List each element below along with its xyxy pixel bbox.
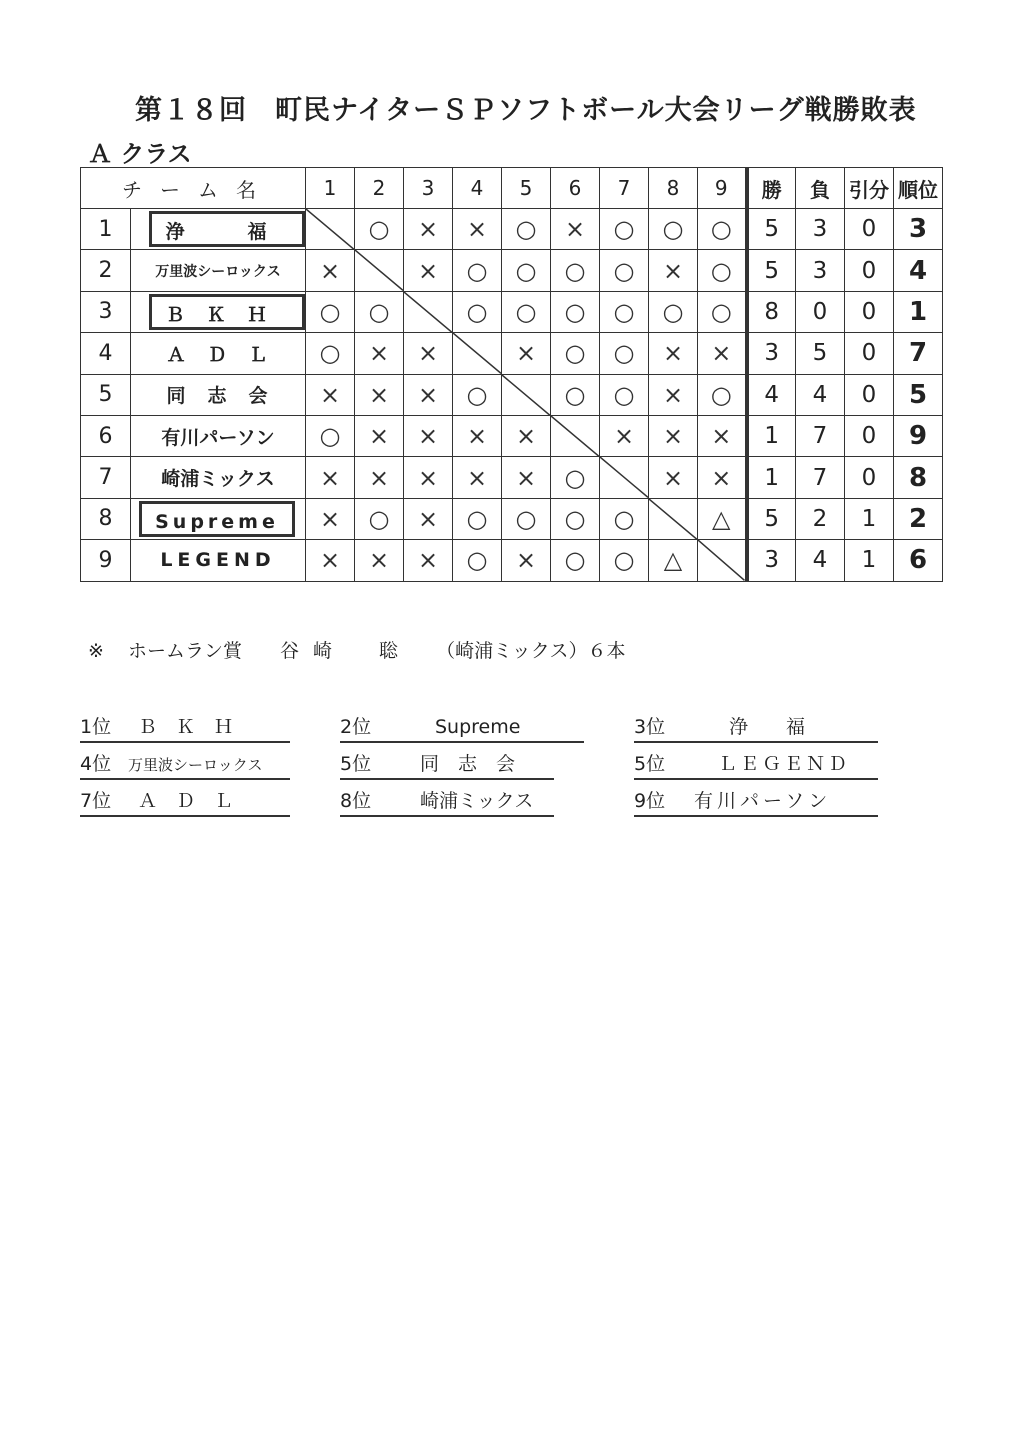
match-result: ○ <box>453 250 502 291</box>
header-win: 勝 <box>747 168 796 209</box>
match-result: × <box>306 540 355 581</box>
match-result: × <box>355 415 404 456</box>
page-title: 第１８回 町民ナイターＳＰソフトボール大会リーグ戦勝敗表 <box>135 95 917 126</box>
header-loss: 負 <box>796 168 845 209</box>
self-match-diagonal <box>404 291 453 332</box>
final-team: Ａ Ｄ Ｌ <box>138 790 234 812</box>
match-result: × <box>502 415 551 456</box>
match-result: ○ <box>649 291 698 332</box>
match-result: ○ <box>355 498 404 539</box>
header-col-6: 6 <box>551 168 600 209</box>
team-name-cell: 有川パーソン <box>131 415 306 456</box>
team-name-cell <box>131 209 306 250</box>
match-result: × <box>698 457 747 498</box>
match-result: × <box>649 374 698 415</box>
header-team-name: チーム名 <box>81 168 306 209</box>
table-row <box>81 209 943 250</box>
team-number: 6 <box>81 415 131 456</box>
final-pos: 3位 <box>634 716 666 738</box>
match-result: × <box>306 374 355 415</box>
header-draw: 引分 <box>845 168 894 209</box>
note-player: 谷崎 聡 <box>280 640 413 662</box>
match-result: × <box>600 415 649 456</box>
wins-cell: 4 <box>747 374 796 415</box>
draws-cell: 0 <box>845 333 894 374</box>
rank-cell: 6 <box>894 540 943 581</box>
final-standing-9 <box>634 786 878 817</box>
match-result: ○ <box>502 209 551 250</box>
wins-cell: 1 <box>747 457 796 498</box>
team-number: 7 <box>81 457 131 498</box>
team-number: 2 <box>81 250 131 291</box>
match-result: × <box>502 540 551 581</box>
match-result: ○ <box>551 498 600 539</box>
diagonal-line <box>502 375 550 415</box>
match-result: ○ <box>306 415 355 456</box>
table-row <box>81 540 943 581</box>
match-result: × <box>404 457 453 498</box>
team-name-cell: ＡＤＬ <box>131 333 306 374</box>
match-result: ○ <box>306 333 355 374</box>
match-result: × <box>404 498 453 539</box>
final-standing-8 <box>340 786 554 817</box>
team-number: 1 <box>81 209 131 250</box>
table-row <box>81 291 943 332</box>
team-number: 8 <box>81 498 131 539</box>
rank-cell: 3 <box>894 209 943 250</box>
rank-cell: 7 <box>894 333 943 374</box>
match-result: × <box>306 250 355 291</box>
match-result: × <box>404 209 453 250</box>
final-team: ＬＥＧＥＮＤ <box>718 753 851 775</box>
draws-cell: 1 <box>845 498 894 539</box>
final-standing-6 <box>634 749 878 780</box>
self-match-diagonal <box>355 250 404 291</box>
match-result: ○ <box>600 209 649 250</box>
final-standing-4 <box>80 749 290 780</box>
losses-cell: 3 <box>796 209 845 250</box>
team-number: 9 <box>81 540 131 581</box>
match-result: ○ <box>551 457 600 498</box>
match-result: × <box>404 250 453 291</box>
diagonal-line <box>649 499 697 539</box>
self-match-diagonal <box>600 457 649 498</box>
header-col-4: 4 <box>453 168 502 209</box>
final-team: Supreme <box>435 716 521 738</box>
header-col-9: 9 <box>698 168 747 209</box>
final-team: 浄 福 <box>729 716 806 738</box>
match-result: ○ <box>551 540 600 581</box>
team-name-cell: 万里波シーロックス <box>131 250 306 291</box>
match-result: ○ <box>453 498 502 539</box>
losses-cell: 5 <box>796 333 845 374</box>
match-result: ○ <box>600 291 649 332</box>
diagonal-line <box>453 333 501 373</box>
match-result: × <box>404 333 453 374</box>
league-table-wrap <box>80 167 943 582</box>
match-result: ○ <box>355 291 404 332</box>
match-result: × <box>355 374 404 415</box>
match-result: × <box>698 333 747 374</box>
header-col-3: 3 <box>404 168 453 209</box>
wins-cell: 5 <box>747 250 796 291</box>
self-match-diagonal <box>502 374 551 415</box>
wins-cell: 3 <box>747 540 796 581</box>
match-result: × <box>649 250 698 291</box>
team-number: 4 <box>81 333 131 374</box>
league-table <box>80 167 943 582</box>
match-result: × <box>355 457 404 498</box>
match-result: △ <box>698 498 747 539</box>
match-result: × <box>306 457 355 498</box>
match-result: × <box>355 540 404 581</box>
match-result: × <box>551 209 600 250</box>
diagonal-line <box>404 292 452 332</box>
match-result: × <box>404 415 453 456</box>
losses-cell: 4 <box>796 374 845 415</box>
final-standing-7 <box>80 786 290 817</box>
header-col-7: 7 <box>600 168 649 209</box>
note-detail: （崎浦ミックス）６本 <box>436 640 626 662</box>
diagonal-line <box>698 540 745 580</box>
team-name: Supreme <box>139 501 295 537</box>
wins-cell: 3 <box>747 333 796 374</box>
match-result: ○ <box>600 333 649 374</box>
match-result: ○ <box>551 291 600 332</box>
match-result: × <box>698 415 747 456</box>
match-result: ○ <box>306 291 355 332</box>
table-row <box>81 457 943 498</box>
header-col-2: 2 <box>355 168 404 209</box>
self-match-diagonal <box>551 415 600 456</box>
header-rank: 順位 <box>894 168 943 209</box>
table-row <box>81 415 943 456</box>
losses-cell: 2 <box>796 498 845 539</box>
match-result: × <box>502 457 551 498</box>
losses-cell: 3 <box>796 250 845 291</box>
match-result: ○ <box>355 209 404 250</box>
final-team: 同 志 会 <box>420 753 516 775</box>
match-result: × <box>306 498 355 539</box>
match-result: ○ <box>502 291 551 332</box>
draws-cell: 0 <box>845 250 894 291</box>
self-match-diagonal <box>649 498 698 539</box>
match-result: ○ <box>600 250 649 291</box>
draws-cell: 0 <box>845 209 894 250</box>
team-name: 浄 福 <box>149 211 305 247</box>
match-result: ○ <box>551 374 600 415</box>
final-standing-5 <box>340 749 554 780</box>
draws-cell: 0 <box>845 415 894 456</box>
match-result: × <box>404 540 453 581</box>
self-match-diagonal <box>306 209 355 250</box>
match-result: ○ <box>698 209 747 250</box>
final-pos: 4位 <box>80 753 112 775</box>
header-col-8: 8 <box>649 168 698 209</box>
match-result: ○ <box>453 540 502 581</box>
team-name-cell: 同志会 <box>131 374 306 415</box>
draws-cell: 0 <box>845 291 894 332</box>
match-result: ○ <box>502 250 551 291</box>
team-name: ＢＫＨ <box>149 294 305 330</box>
team-name-cell: LEGEND <box>131 540 306 581</box>
team-number: 5 <box>81 374 131 415</box>
diagonal-line <box>551 416 599 456</box>
table-row <box>81 498 943 539</box>
wins-cell: 5 <box>747 209 796 250</box>
self-match-diagonal <box>453 333 502 374</box>
match-result: ○ <box>698 250 747 291</box>
note-mark: ※ <box>88 640 104 662</box>
match-result: △ <box>649 540 698 581</box>
team-name-cell: 崎浦ミックス <box>131 457 306 498</box>
rank-cell: 4 <box>894 250 943 291</box>
match-result: × <box>502 333 551 374</box>
final-standing-2 <box>340 712 584 743</box>
diagonal-line <box>355 250 403 290</box>
rank-cell: 8 <box>894 457 943 498</box>
match-result: ○ <box>453 374 502 415</box>
note-label: ホームラン賞 <box>127 640 242 662</box>
match-result: × <box>355 333 404 374</box>
rank-cell: 2 <box>894 498 943 539</box>
match-result: ○ <box>600 374 649 415</box>
final-standing-3 <box>634 712 878 743</box>
final-standing-1 <box>80 712 290 743</box>
match-result: ○ <box>698 374 747 415</box>
wins-cell: 5 <box>747 498 796 539</box>
match-result: ○ <box>453 291 502 332</box>
self-match-diagonal <box>698 540 747 581</box>
diagonal-line <box>600 457 648 497</box>
home-run-award-note <box>88 636 644 663</box>
team-name-cell <box>131 498 306 539</box>
final-pos: 2位 <box>340 716 372 738</box>
final-team: 崎浦ミックス <box>420 790 534 812</box>
losses-cell: 7 <box>796 457 845 498</box>
final-pos: 5位 <box>340 753 372 775</box>
table-row <box>81 374 943 415</box>
team-name-cell <box>131 291 306 332</box>
match-result: × <box>453 457 502 498</box>
rank-cell: 1 <box>894 291 943 332</box>
match-result: × <box>649 415 698 456</box>
match-result: ○ <box>502 498 551 539</box>
diagonal-line <box>306 209 354 249</box>
match-result: ○ <box>551 333 600 374</box>
match-result: × <box>453 415 502 456</box>
match-result: × <box>453 209 502 250</box>
losses-cell: 0 <box>796 291 845 332</box>
final-pos: 9位 <box>634 790 666 812</box>
match-result: ○ <box>600 540 649 581</box>
draws-cell: 0 <box>845 457 894 498</box>
table-row <box>81 250 943 291</box>
class-label: Ａ クラス <box>88 140 192 168</box>
final-pos: 8位 <box>340 790 372 812</box>
final-team: 有川パーソン <box>694 790 832 812</box>
final-team: Ｂ Ｋ Ｈ <box>138 716 234 738</box>
final-pos: 1位 <box>80 716 112 738</box>
team-number: 3 <box>81 291 131 332</box>
match-result: × <box>649 457 698 498</box>
losses-cell: 7 <box>796 415 845 456</box>
match-result: × <box>649 333 698 374</box>
losses-cell: 4 <box>796 540 845 581</box>
wins-cell: 8 <box>747 291 796 332</box>
final-team: 万里波シーロックス <box>128 756 263 774</box>
rank-cell: 5 <box>894 374 943 415</box>
match-result: ○ <box>698 291 747 332</box>
draws-cell: 0 <box>845 374 894 415</box>
match-result: ○ <box>551 250 600 291</box>
table-row <box>81 333 943 374</box>
match-result: ○ <box>600 498 649 539</box>
wins-cell: 1 <box>747 415 796 456</box>
draws-cell: 1 <box>845 540 894 581</box>
rank-cell: 9 <box>894 415 943 456</box>
header-col-5: 5 <box>502 168 551 209</box>
match-result: ○ <box>649 209 698 250</box>
final-pos: 5位 <box>634 753 666 775</box>
final-pos: 7位 <box>80 790 112 812</box>
header-col-1: 1 <box>306 168 355 209</box>
match-result: × <box>404 374 453 415</box>
table-header-row <box>81 168 943 209</box>
